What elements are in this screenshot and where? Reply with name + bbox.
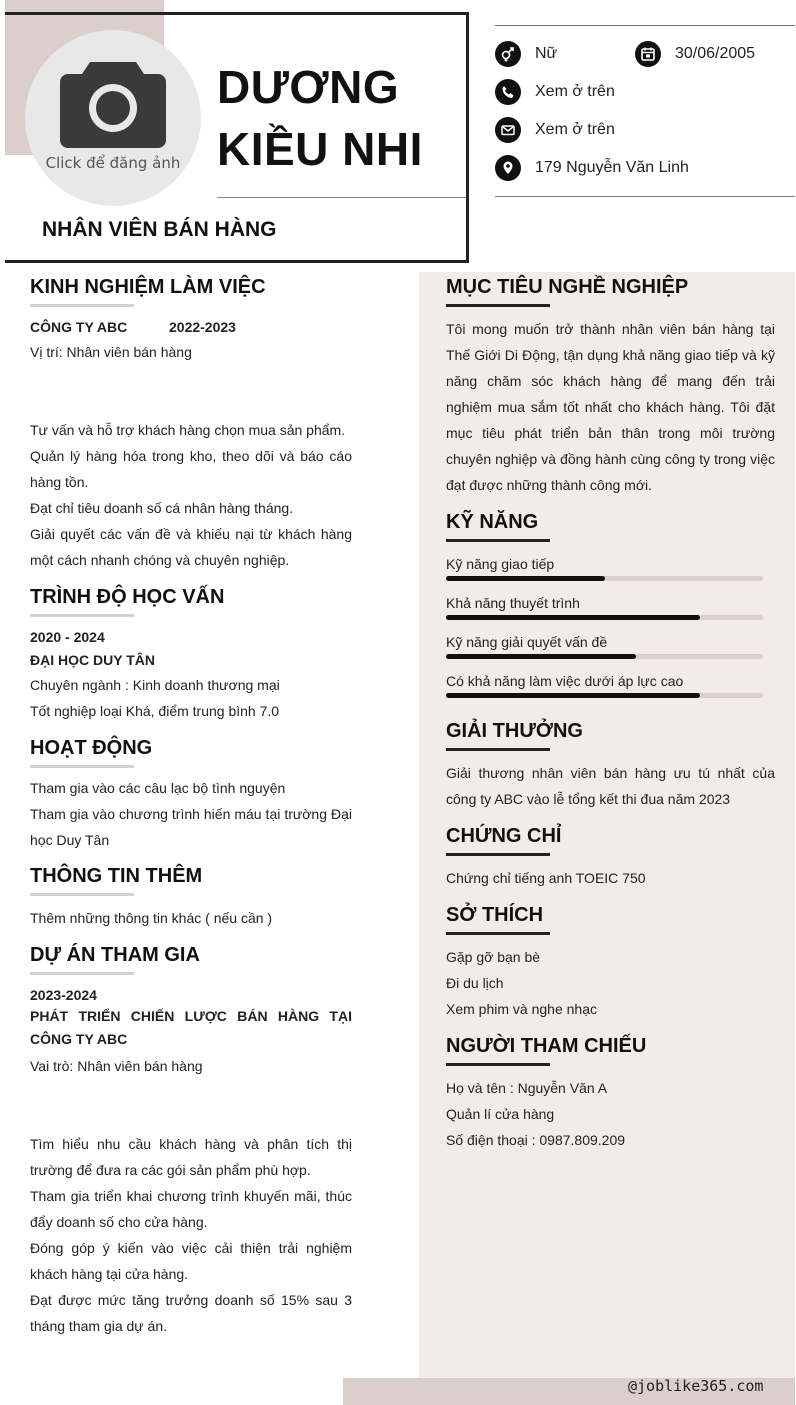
skill-bar-track bbox=[446, 576, 763, 581]
skill-bar-fill bbox=[446, 654, 636, 659]
list-item: Tư vấn và hỗ trợ khách hàng chọn mua sản phẩm. bbox=[30, 422, 346, 438]
references-underline bbox=[446, 1063, 550, 1066]
skill-bar-fill bbox=[446, 693, 700, 698]
list-item: Giải quyết các vấn đề và khiếu nại từ khách hàng một cách nhanh chóng và chuyên nghiệp. bbox=[30, 526, 352, 568]
camera-icon bbox=[60, 56, 166, 148]
hobbies-list bbox=[446, 944, 597, 1022]
list-item: Tìm hiểu nhu cầu khách hàng và phân tích thị trường để đưa ra các gói sản phẩm phù hợp. bbox=[30, 1136, 352, 1178]
skill-label: Kỹ năng giao tiếp bbox=[446, 556, 555, 572]
name-divider bbox=[217, 197, 466, 198]
certificates-heading: CHỨNG CHỈ bbox=[446, 825, 562, 847]
gender-icon bbox=[495, 41, 521, 67]
list-item: Xem phim và nghe nhạc bbox=[446, 1001, 597, 1017]
awards-underline bbox=[446, 748, 550, 751]
education-grade: Tốt nghiệp loại Khá, điểm trung bình 7.0 bbox=[30, 703, 280, 719]
certificates-underline bbox=[446, 853, 550, 856]
objective-underline bbox=[446, 304, 550, 307]
activities-list bbox=[30, 775, 352, 853]
photo-upload-label: Click để đăng ảnh bbox=[45, 154, 181, 172]
list-item: Tham gia vào chương trình hiến máu tại trường Đại học Duy Tân bbox=[30, 806, 352, 848]
reference-role: Quản lí cửa hàng bbox=[446, 1106, 555, 1122]
skill-bar-track bbox=[446, 615, 763, 620]
hobbies-underline bbox=[446, 932, 550, 935]
contact-gender bbox=[495, 41, 557, 67]
experience-period: 2022-2023 bbox=[169, 319, 236, 335]
awards-text: Giải thương nhân viên bán hàng ưu tú nhất của công ty ABC vào lễ tổng kết thi đua năm 2023 bbox=[446, 765, 775, 807]
activities-heading: HOẠT ĐỘNG bbox=[30, 737, 153, 759]
education-period: 2020 - 2024 bbox=[30, 629, 105, 645]
projects-underline bbox=[30, 972, 134, 975]
objective-text: Tôi mong muốn trở thành nhân viên bán hàng tại Thế Giới Di Động, tận dụng khả năng giao tiếp và kỹ năng chăm sóc khách hàng để mang đến trải nghiệm mua sắm tốt nhất cho khách hàng. Tôi đặt mục tiêu phát triển bản thân trong môi trường chuyên nghiệp và đồng hành cùng công ty trong việc đạt được những thành công mới. bbox=[446, 321, 775, 493]
candidate-name-line1: DƯƠNG bbox=[217, 61, 400, 113]
projects-heading: DỰ ÁN THAM GIA bbox=[30, 944, 200, 966]
gender-value: Nữ bbox=[535, 45, 558, 62]
avatar-upload[interactable] bbox=[25, 30, 201, 206]
education-school: ĐẠI HỌC DUY TÂN bbox=[30, 652, 155, 668]
candidate-name-line2: KIỀU NHI bbox=[217, 123, 423, 175]
reference-name: Họ và tên : Nguyễn Văn A bbox=[446, 1080, 608, 1096]
skill-label: Khả năng thuyết trình bbox=[446, 595, 580, 611]
list-item: Đạt chỉ tiêu doanh số cá nhân hàng tháng. bbox=[30, 500, 294, 516]
job-title: NHÂN VIÊN BÁN HÀNG bbox=[42, 218, 277, 241]
birthdate-value: 30/06/2005 bbox=[675, 45, 756, 62]
hobbies-heading: SỞ THÍCH bbox=[446, 904, 544, 926]
skills-underline bbox=[446, 539, 550, 542]
location-pin-icon bbox=[495, 155, 521, 181]
list-item: Tham gia triển khai chương trình khuyến mãi, thúc đẩy doanh số cho cửa hàng. bbox=[30, 1188, 352, 1230]
footer-website: @joblike365.com bbox=[628, 1377, 764, 1395]
activities-underline bbox=[30, 765, 134, 768]
objective-heading: MỤC TIÊU NGHỀ NGHIỆP bbox=[446, 276, 689, 298]
experience-duties bbox=[30, 417, 352, 573]
email-value: Xem ở trên bbox=[535, 121, 615, 138]
reference-phone: Số điện thoại : 0987.809.209 bbox=[446, 1132, 626, 1148]
experience-underline bbox=[30, 304, 134, 307]
education-major: Chuyên ngành : Kinh doanh thương mại bbox=[30, 677, 280, 693]
project-tasks bbox=[30, 1131, 352, 1339]
list-item: Tham gia vào các câu lạc bộ tình nguyện bbox=[30, 780, 286, 796]
education-heading: TRÌNH ĐỘ HỌC VẤN bbox=[30, 586, 225, 608]
list-item: Đóng góp ý kiến vào việc cải thiện trải nghiệm khách hàng tại cửa hàng. bbox=[30, 1240, 352, 1282]
extra-info-heading: THÔNG TIN THÊM bbox=[30, 865, 203, 887]
skill-label: Kỹ năng giải quyết vấn đề bbox=[446, 634, 608, 650]
list-item: Gặp gỡ bạn bè bbox=[446, 949, 541, 965]
phone-icon bbox=[495, 79, 521, 105]
references-list bbox=[446, 1075, 625, 1153]
experience-heading: KINH NGHIỆM LÀM VIỆC bbox=[30, 276, 266, 298]
skill-bar-fill bbox=[446, 615, 700, 620]
contact-email bbox=[495, 117, 615, 143]
references-heading: NGƯỜI THAM CHIẾU bbox=[446, 1035, 647, 1057]
skill-label: Có khả năng làm việc dưới áp lực cao bbox=[446, 673, 684, 689]
calendar-icon bbox=[635, 41, 661, 67]
skill-bar-track bbox=[446, 654, 763, 659]
project-name: PHÁT TRIỂN CHIẾN LƯỢC BÁN HÀNG TẠI CÔNG TY ABC bbox=[30, 1008, 352, 1047]
skill-bar-fill bbox=[446, 576, 605, 581]
skill-bar-track bbox=[446, 693, 763, 698]
list-item: Quản lý hàng hóa trong kho, theo dõi và báo cáo hàng tồn. bbox=[30, 448, 352, 490]
education-underline bbox=[30, 614, 134, 617]
certificates-text: Chứng chỉ tiếng anh TOEIC 750 bbox=[446, 870, 646, 886]
project-role: Vai trò: Nhân viên bán hàng bbox=[30, 1058, 203, 1074]
awards-heading: GIẢI THƯỞNG bbox=[446, 720, 583, 742]
list-item: Đi du lịch bbox=[446, 975, 504, 991]
list-item: Đạt được mức tăng trưởng doanh số 15% sau 3 tháng tham gia dự án. bbox=[30, 1292, 352, 1334]
address-value: 179 Nguyễn Văn Linh bbox=[535, 159, 689, 176]
contact-address bbox=[495, 155, 689, 181]
project-period: 2023-2024 bbox=[30, 987, 97, 1003]
mail-icon bbox=[495, 117, 521, 143]
contact-phone bbox=[495, 79, 615, 105]
contact-birthdate bbox=[635, 41, 755, 67]
experience-company: CÔNG TY ABC bbox=[30, 319, 128, 335]
skills-heading: KỸ NĂNG bbox=[446, 511, 539, 533]
experience-position: Vị trí: Nhân viên bán hàng bbox=[30, 344, 192, 360]
contact-top-divider bbox=[495, 25, 795, 26]
extra-info-underline bbox=[30, 893, 134, 896]
candidate-name bbox=[217, 56, 423, 180]
extra-info-text: Thêm những thông tin khác ( nếu cần ) bbox=[30, 910, 273, 926]
contact-bottom-divider bbox=[495, 196, 795, 197]
phone-value: Xem ở trên bbox=[535, 83, 615, 100]
